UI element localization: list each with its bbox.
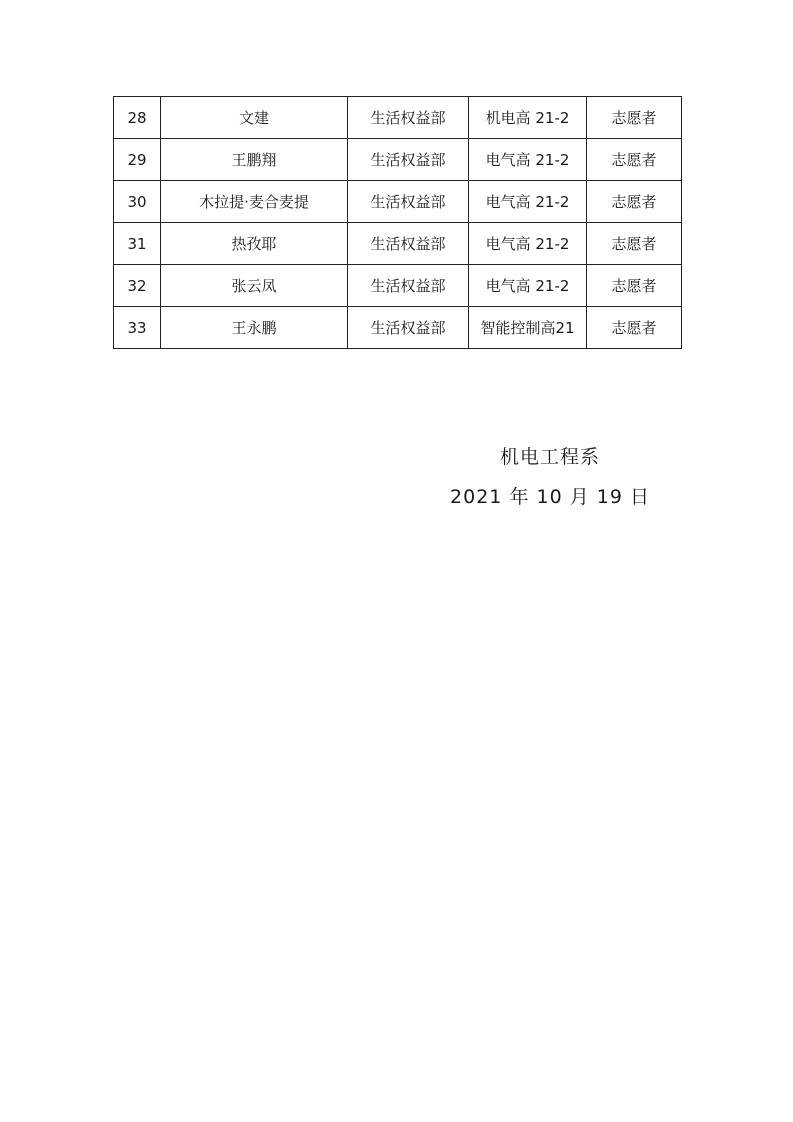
department: 生活权益部	[348, 139, 469, 181]
role: 志愿者	[587, 181, 682, 223]
table-row	[114, 223, 682, 265]
student-name: 王永鹏	[161, 307, 348, 349]
department: 生活权益部	[348, 307, 469, 349]
student-name: 张云凤	[161, 265, 348, 307]
class-name: 电气高 21-2	[469, 181, 587, 223]
department: 生活权益部	[348, 223, 469, 265]
class-name: 智能控制高21	[469, 307, 587, 349]
table-row	[114, 181, 682, 223]
table-row	[114, 97, 682, 139]
class-name: 机电高 21-2	[469, 97, 587, 139]
table-row	[114, 307, 682, 349]
department: 生活权益部	[348, 181, 469, 223]
student-name: 文建	[161, 97, 348, 139]
role: 志愿者	[587, 97, 682, 139]
role: 志愿者	[587, 307, 682, 349]
class-name: 电气高 21-2	[469, 265, 587, 307]
row-number: 32	[114, 265, 161, 307]
student-name: 王鹏翔	[161, 139, 348, 181]
department: 生活权益部	[348, 97, 469, 139]
row-number: 33	[114, 307, 161, 349]
role: 志愿者	[587, 139, 682, 181]
row-number: 29	[114, 139, 161, 181]
student-name: 木拉提·麦合麦提	[161, 181, 348, 223]
table-row	[114, 139, 682, 181]
class-name: 电气高 21-2	[469, 139, 587, 181]
student-name: 热孜耶	[161, 223, 348, 265]
row-number: 28	[114, 97, 161, 139]
department: 生活权益部	[348, 265, 469, 307]
issuing-organization: 机电工程系	[499, 446, 600, 468]
row-number: 31	[114, 223, 161, 265]
table-row	[114, 265, 682, 307]
role: 志愿者	[587, 223, 682, 265]
volunteer-roster-table	[113, 96, 682, 349]
class-name: 电气高 21-2	[469, 223, 587, 265]
row-number: 30	[114, 181, 161, 223]
issue-date: 2021 年 10 月 19 日	[450, 486, 650, 508]
role: 志愿者	[587, 265, 682, 307]
